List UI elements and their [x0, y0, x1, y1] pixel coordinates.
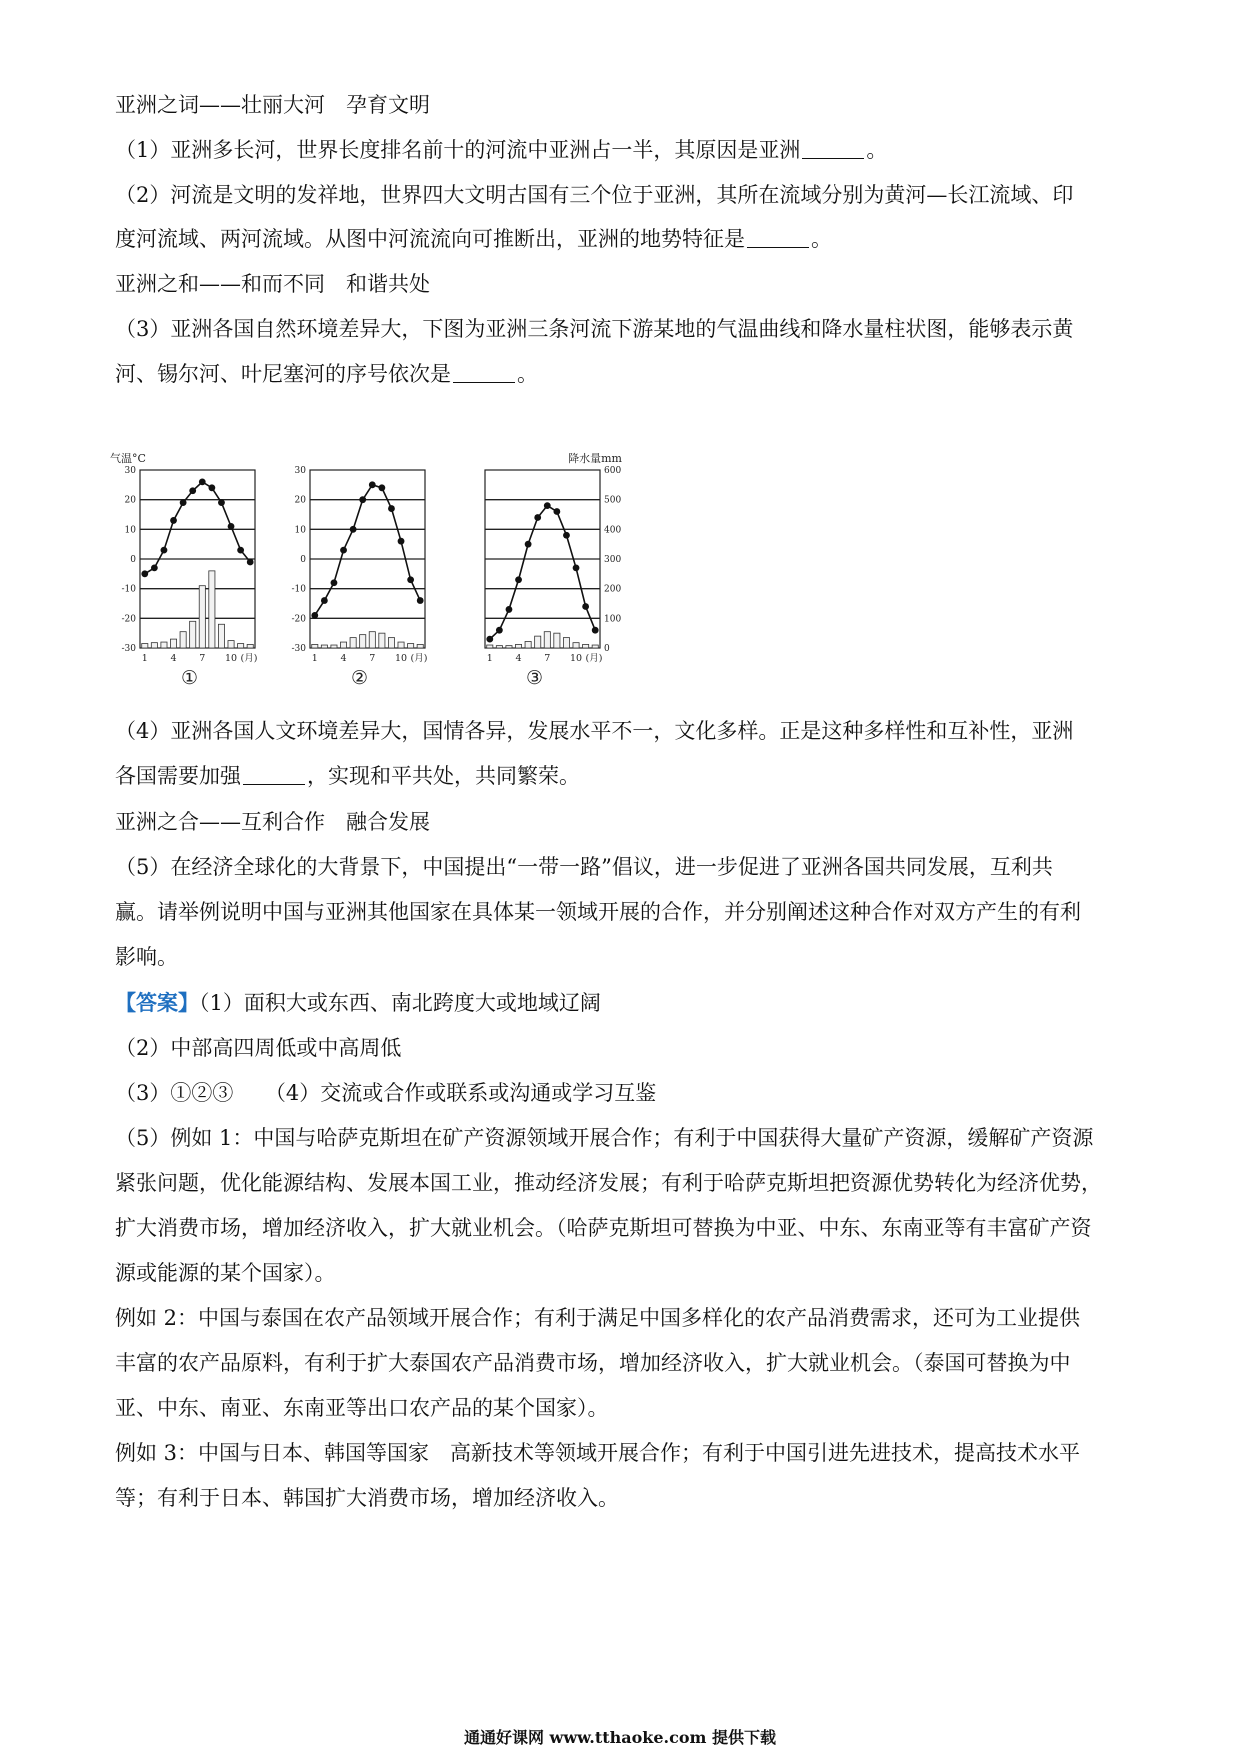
precip-tick-label: 0 — [604, 644, 610, 654]
question-2-text: 度河流域、两河流域。从图中河流流向可推断出，亚洲的地势特征是 — [115, 227, 745, 251]
temperature-point — [180, 499, 187, 506]
question-4-line-2 — [115, 751, 1135, 801]
precip-bar — [573, 643, 579, 648]
question-5-line-3: 影响。 — [115, 945, 178, 969]
precip-bar — [360, 635, 366, 648]
precip-axis-title: 降水量mm — [568, 452, 622, 465]
temperature-point — [544, 502, 551, 509]
chart-number-label: ① — [180, 667, 199, 689]
temperature-point — [388, 505, 395, 512]
temperature-point — [525, 541, 532, 548]
temperature-point — [407, 576, 414, 583]
question-2-end: 。 — [811, 227, 832, 251]
temperature-point — [592, 627, 599, 634]
temperature-point — [359, 496, 366, 503]
question-2-line-2 — [115, 214, 1135, 264]
example-3-line-2: 等；有利于日本、韩国扩大消费市场，增加经济收入。 — [115, 1486, 619, 1510]
temperature-point — [506, 606, 513, 613]
precip-bar — [592, 645, 598, 648]
month-tick-label: 10 — [224, 653, 238, 664]
precip-tick-label: 500 — [604, 495, 622, 506]
month-tick-label: 7 — [544, 653, 551, 664]
precip-bar — [487, 645, 493, 648]
question-5-line-1: （5）在经济全球化的大背景下，中国提出“一带一路”倡议，进一步促进了亚洲各国共同发展，互利共 — [115, 855, 1053, 879]
example-3-line-1: 例如 3：中国与日本、韩国等国家 高新技术等领域开展合作；有利于中国引进先进技术，提高技术水平 — [115, 1441, 1081, 1465]
answer-1 — [115, 978, 1135, 1028]
month-tick-label: 1 — [311, 653, 318, 664]
temperature-point — [573, 565, 580, 572]
question-3-text: 河、锡尔河、叶尼塞河的序号依次是 — [115, 362, 451, 386]
footer-source: 通通好课网 www.tthaoke.com 提供下载 — [463, 1728, 777, 1747]
temperature-point — [321, 597, 328, 604]
precip-bar — [417, 644, 423, 648]
chart-number-label: ③ — [525, 667, 544, 689]
temperature-point — [331, 579, 338, 586]
precip-bar — [218, 624, 224, 648]
climate-chart-3 — [485, 451, 623, 689]
temperature-point — [417, 597, 424, 604]
month-tick-label: 4 — [340, 653, 347, 664]
climate-charts-figure — [110, 440, 665, 690]
question-4-end: ，实现和平共处，共同繁荣。 — [307, 764, 580, 788]
month-tick-label: (月) — [585, 653, 603, 664]
climate-chart-1 — [110, 451, 257, 689]
answer-5-line-4: 源或能源的某个国家）。 — [115, 1261, 336, 1285]
precip-bar — [340, 642, 346, 648]
section-heading-1: 亚洲之词——壮丽大河 孕育文明 — [115, 93, 430, 117]
answer-blank-3 — [453, 362, 515, 383]
temperature-line — [145, 482, 250, 574]
precip-bar — [379, 633, 385, 648]
precip-bar — [535, 636, 541, 648]
question-3-line-1: （3）亚洲各国自然环境差异大，下图为亚洲三条河流下游某地的气温曲线和降水量柱状图，能够表示黄 — [115, 317, 1074, 341]
temperature-point — [378, 484, 385, 491]
example-2-line-1: 例如 2：中国与泰国在农产品领域开展合作；有利于满足中国多样化的农产品消费需求，还可为工业提供 — [115, 1306, 1081, 1330]
temp-tick-label: -20 — [291, 614, 306, 625]
precip-bar — [408, 644, 414, 648]
precip-bar — [312, 644, 318, 648]
precip-bar — [350, 638, 356, 648]
temp-tick-label: -30 — [291, 644, 306, 654]
temperature-point — [553, 508, 560, 515]
temperature-point — [141, 570, 148, 577]
precip-tick-label: 100 — [604, 614, 622, 625]
chart-number-label: ② — [350, 667, 369, 689]
month-tick-label: 4 — [515, 653, 522, 664]
precip-bar — [369, 632, 375, 648]
precip-bar — [544, 632, 550, 648]
temperature-point — [398, 538, 405, 545]
precip-bar — [321, 645, 327, 648]
temperature-point — [563, 532, 570, 539]
temperature-line — [490, 506, 595, 639]
precip-bar — [331, 645, 337, 648]
month-tick-label: 10 — [569, 653, 583, 664]
temperature-point — [189, 487, 196, 494]
temp-tick-label: 0 — [130, 555, 136, 565]
temp-tick-label: 30 — [124, 466, 136, 476]
answer-3-4: （3）①②③ （4）交流或合作或联系或沟通或学习互鉴 — [115, 1081, 657, 1105]
temperature-point — [369, 481, 376, 488]
temp-tick-label: -30 — [121, 644, 136, 654]
temp-tick-label: -20 — [121, 614, 136, 625]
temperature-point — [170, 517, 177, 524]
answer-blank-4 — [243, 764, 305, 785]
month-tick-label: 7 — [199, 653, 206, 664]
answer-5-line-2: 紧张问题，优化能源结构、发展本国工业，推动经济发展；有利于哈萨克斯坦把资源优势转化为经济优势， — [115, 1171, 1102, 1195]
month-tick-label: 1 — [141, 653, 148, 664]
precip-bar — [247, 644, 253, 648]
question-1-end: 。 — [866, 138, 888, 162]
temp-tick-label: 10 — [294, 525, 306, 536]
example-2-line-3: 亚、中东、南亚、东南亚等出口农产品的某个国家）。 — [115, 1396, 609, 1420]
precip-bar — [506, 646, 512, 648]
temp-tick-label: 0 — [300, 555, 306, 565]
question-4-line-1: （4）亚洲各国人文环境差异大，国情各异，发展水平不一，文化多样。正是这种多样性和互补性，亚洲 — [115, 719, 1074, 743]
month-tick-label: 7 — [369, 653, 376, 664]
temp-tick-label: 30 — [294, 466, 306, 476]
precip-bar — [209, 571, 215, 648]
temperature-line — [315, 485, 420, 616]
precip-bar — [190, 621, 196, 648]
answer-blank-1 — [802, 138, 864, 159]
section-heading-2: 亚洲之和——和而不同 和谐共处 — [115, 272, 430, 296]
precip-bar — [563, 638, 569, 648]
answer-2: （2）中部高四周低或中高周低 — [115, 1036, 402, 1060]
temp-tick-label: -10 — [291, 584, 306, 595]
month-tick-label: 4 — [170, 653, 177, 664]
precip-bar — [238, 644, 244, 648]
precip-bar — [170, 639, 176, 648]
precip-bar — [388, 638, 394, 648]
temperature-point — [199, 478, 206, 485]
answer-blank-2 — [747, 227, 809, 248]
temperature-point — [350, 526, 357, 533]
temperature-point — [496, 627, 503, 634]
temperature-point — [218, 499, 225, 506]
question-1 — [115, 125, 1135, 175]
precip-bar — [161, 642, 167, 648]
precip-tick-label: 200 — [604, 584, 622, 595]
temp-tick-label: 20 — [124, 495, 136, 506]
answer-1-text: （1）面积大或东西、南北跨度大或地域辽阔 — [199, 991, 601, 1015]
precip-bar — [525, 641, 531, 648]
precip-bar — [228, 641, 234, 648]
temperature-point — [582, 603, 589, 610]
precip-bar — [398, 642, 404, 648]
month-tick-label: 1 — [486, 653, 493, 664]
temperature-point — [228, 523, 235, 530]
month-tick-label: 10 — [394, 653, 408, 664]
temperature-point — [208, 484, 215, 491]
temp-tick-label: -10 — [121, 584, 136, 595]
question-1-text: （1）亚洲多长河，世界长度排名前十的河流中亚洲占一半，其原因是亚洲 — [115, 138, 801, 162]
temp-tick-label: 20 — [294, 495, 306, 506]
answer-tag: 【答案】 — [115, 990, 199, 1015]
answer-5-line-1: （5）例如 1：中国与哈萨克斯坦在矿产资源领域开展合作；有利于中国获得大量矿产资源，缓解矿产资源 — [115, 1126, 1094, 1150]
precip-bar — [554, 633, 560, 648]
temperature-point — [151, 565, 158, 572]
precip-bar — [583, 644, 589, 648]
temperature-point — [340, 547, 347, 554]
question-3-end: 。 — [517, 362, 538, 386]
precip-tick-label: 400 — [604, 525, 622, 536]
temperature-point — [486, 636, 493, 643]
climate-chart-2 — [292, 466, 428, 689]
temperature-point — [534, 514, 541, 521]
temp-tick-label: 10 — [124, 525, 136, 536]
temperature-point — [311, 612, 318, 619]
temperature-point — [247, 559, 254, 566]
precip-bar — [180, 632, 186, 648]
temperature-point — [515, 576, 522, 583]
question-5-line-2: 赢。请举例说明中国与亚洲其他国家在具体某一领域开展的合作，并分别阐述这种合作对双方产生的有利 — [115, 900, 1081, 924]
example-2-line-2: 丰富的农产品原料，有利于扩大泰国农产品消费市场，增加经济收入，扩大就业机会。（泰国可替换为中 — [115, 1351, 1071, 1375]
answer-5-line-3: 扩大消费市场，增加经济收入，扩大就业机会。（哈萨克斯坦可替换为中亚、中东、东南亚等有丰富矿产资 — [115, 1216, 1092, 1240]
month-tick-label: (月) — [410, 653, 428, 664]
precip-tick-label: 600 — [604, 466, 622, 476]
question-4-text: 各国需要加强 — [115, 764, 241, 788]
precip-bar — [496, 646, 502, 648]
precip-tick-label: 300 — [604, 555, 622, 565]
precip-bar — [199, 586, 205, 648]
precip-bar — [151, 643, 157, 648]
temperature-point — [161, 547, 168, 554]
temperature-point — [237, 547, 244, 554]
section-heading-3: 亚洲之合——互利合作 融合发展 — [115, 810, 430, 834]
question-3-line-2 — [115, 349, 1135, 399]
question-2-line-1: （2）河流是文明的发祥地，世界四大文明古国有三个位于亚洲，其所在流域分别为黄河—长江流域、印 — [115, 183, 1074, 207]
temp-axis-title: 气温°C — [110, 452, 146, 465]
precip-bar — [142, 644, 148, 648]
month-tick-label: (月) — [240, 653, 258, 664]
precip-bar — [515, 644, 521, 648]
